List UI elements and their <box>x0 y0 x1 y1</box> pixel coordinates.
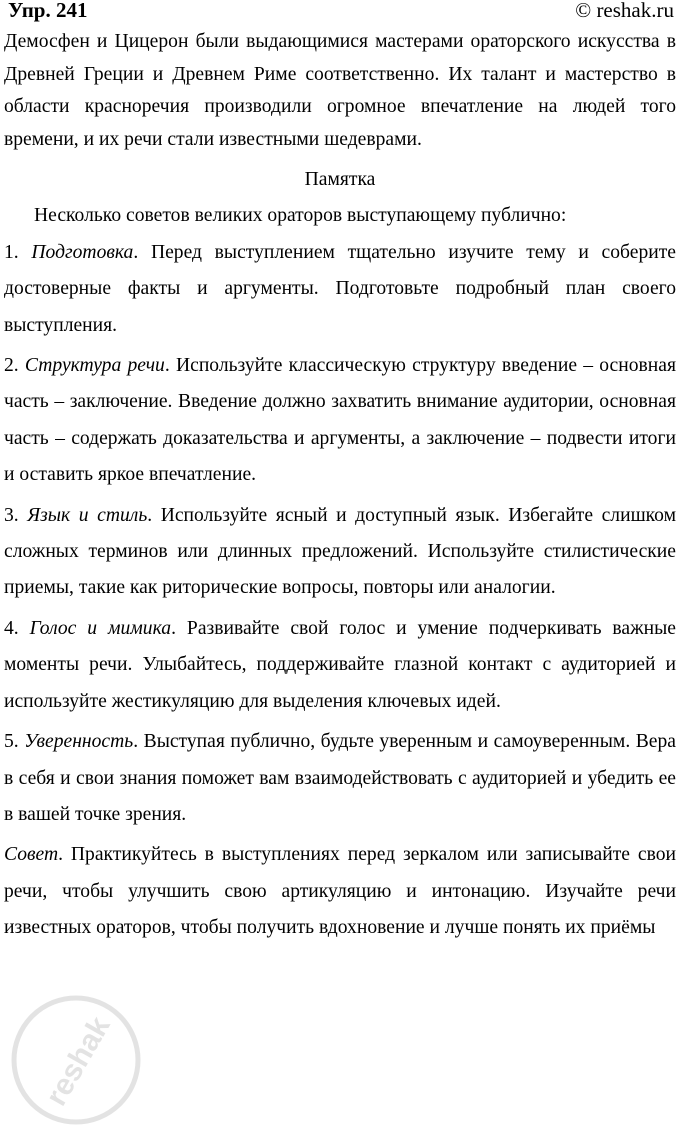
advice-term: Совет <box>4 844 59 866</box>
watermark-logo <box>6 990 146 1130</box>
item-term: Уверенность <box>24 731 134 753</box>
item-text: . Перед выступлением тщательно изучите тему и соберите достоверные факты и аргументы. Подготовьте подробный план своего выступления. <box>4 241 676 336</box>
item-term: Подготовка <box>31 241 134 263</box>
memo-item-5 <box>4 724 676 833</box>
item-number: 3. <box>4 504 19 526</box>
item-number: 1. <box>4 241 19 263</box>
memo-item-1 <box>4 235 676 344</box>
document-body <box>4 26 676 947</box>
advice-text: . Практикуйтесь в выступлениях перед зеркалом или записывайте свои речи, чтобы улучшить свою артикуляцию и интонацию. Изучайте речи известных ораторов, чтобы получить вдохновение и лучше понять их приёмы <box>4 844 676 939</box>
memo-item-4 <box>4 611 676 720</box>
item-number: 4. <box>4 617 19 639</box>
item-number: 5. <box>4 731 19 753</box>
memo-item-3 <box>4 498 676 607</box>
item-term: Голос и мимика <box>29 617 172 639</box>
memo-item-2 <box>4 348 676 494</box>
item-text: . Выступая публично, будьте уверенным и самоуверенным. Вера в себя и свои знания поможет вам взаимодействовать с аудиторией и убедить ее в вашей точке зрения. <box>4 731 677 825</box>
memo-title: Памятка <box>304 169 376 190</box>
memo-lead: Несколько советов великих ораторов выступающему публично: <box>34 205 567 227</box>
page-header <box>4 0 676 26</box>
item-term: Структура речи <box>24 355 165 377</box>
item-text: . Используйте классическую структуру введение – основная часть – заключение. Введение должно захватить внимание аудитории, основная часть – содержать доказательства и аргументы, а заключение – подвести итоги и оставить яркое впечатление. <box>4 355 676 486</box>
item-term: Язык и стиль <box>27 504 148 526</box>
item-number: 2. <box>4 355 19 377</box>
svg-text:reshak: reshak <box>39 1011 117 1112</box>
item-text: . Используйте ясный и доступный язык. Избегайте слишком сложных терминов или длинных предложений. Используйте стилистические приемы, такие как риторические вопросы, повторы или аналогии. <box>4 504 677 599</box>
intro-paragraph: Демосфен и Цицерон были выдающимися мастерами ораторского искусства в Древней Греции и Древнем Риме соответственно. Их талант и мастерство в области красноречия производили огромное впечатление на людей того времени, и их речи стали известными шедеврами. <box>4 31 676 150</box>
exercise-number: Упр. 241 <box>8 0 88 22</box>
source-credit: © reshak.ru <box>575 0 674 22</box>
memo-advice <box>4 837 676 946</box>
item-text: . Развивайте свой голос и умение подчеркивать важные моменты речи. Улыбайтесь, поддерживайте глазной контакт с аудиторией и используйте жестикуляцию для выделения ключевых идей. <box>4 617 676 712</box>
